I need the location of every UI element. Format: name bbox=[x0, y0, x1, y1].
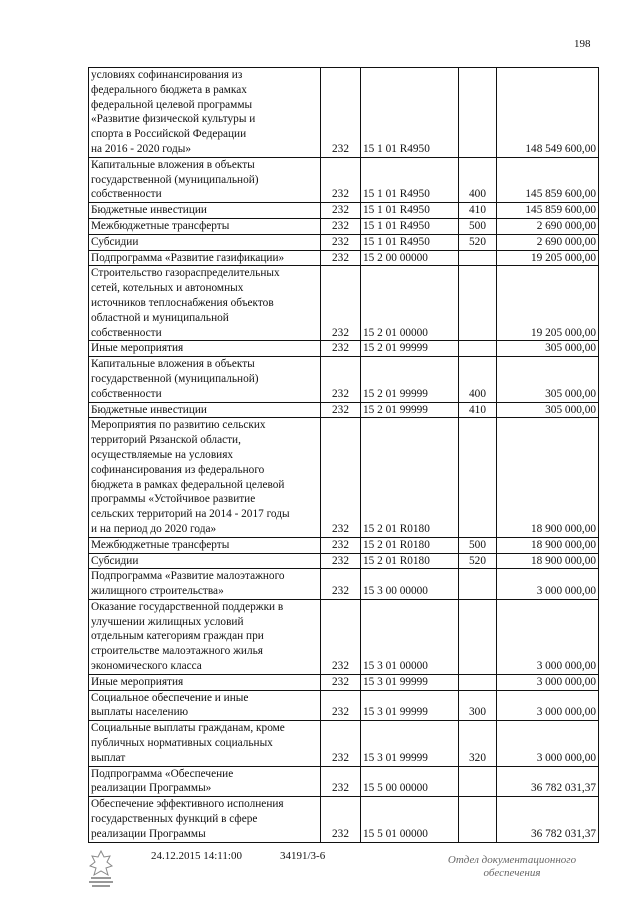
row-vr-cell: 300 bbox=[459, 690, 497, 721]
row-csr-cell: 15 2 01 99999 bbox=[361, 341, 459, 357]
row-name-cell: Субсидии bbox=[89, 553, 321, 569]
row-vr-cell bbox=[459, 766, 497, 797]
footer-doc-number: 34191/3-6 bbox=[280, 850, 326, 862]
row-ved-cell: 232 bbox=[321, 341, 361, 357]
row-ved-cell: 232 bbox=[321, 68, 361, 158]
row-name-cell: Иные мероприятия bbox=[89, 674, 321, 690]
table-row bbox=[89, 266, 599, 341]
row-sum-cell: 18 900 000,00 bbox=[497, 418, 599, 537]
row-sum-cell: 305 000,00 bbox=[497, 357, 599, 402]
row-csr-cell: 15 3 01 99999 bbox=[361, 721, 459, 766]
table-row bbox=[89, 599, 599, 674]
row-vr-cell bbox=[459, 569, 497, 600]
table-row bbox=[89, 569, 599, 600]
table-row bbox=[89, 157, 599, 202]
row-vr-cell bbox=[459, 266, 497, 341]
row-csr-cell: 15 3 01 99999 bbox=[361, 674, 459, 690]
row-sum-cell: 145 859 600,00 bbox=[497, 157, 599, 202]
row-name-cell: Субсидии bbox=[89, 234, 321, 250]
row-vr-cell: 400 bbox=[459, 157, 497, 202]
row-csr-cell: 15 2 01 R0180 bbox=[361, 553, 459, 569]
row-csr-cell: 15 2 01 R0180 bbox=[361, 537, 459, 553]
table-row bbox=[89, 68, 599, 158]
row-ved-cell: 232 bbox=[321, 797, 361, 842]
row-ved-cell: 232 bbox=[321, 690, 361, 721]
row-csr-cell: 15 1 01 R4950 bbox=[361, 68, 459, 158]
row-csr-cell: 15 1 01 R4950 bbox=[361, 234, 459, 250]
row-name-cell: Социальные выплаты гражданам, кроме публичных нормативных социальных выплат bbox=[89, 721, 321, 766]
row-ved-cell: 232 bbox=[321, 721, 361, 766]
row-ved-cell: 232 bbox=[321, 599, 361, 674]
row-vr-cell: 410 bbox=[459, 203, 497, 219]
row-sum-cell: 19 205 000,00 bbox=[497, 250, 599, 266]
row-name-cell: Обеспечение эффективного исполнения государственных функций в сфере реализации Программы bbox=[89, 797, 321, 842]
row-ved-cell: 232 bbox=[321, 569, 361, 600]
row-csr-cell: 15 1 01 R4950 bbox=[361, 203, 459, 219]
table-row bbox=[89, 674, 599, 690]
table-row bbox=[89, 203, 599, 219]
row-name-cell: Подпрограмма «Обеспечение реализации Программы» bbox=[89, 766, 321, 797]
table-row bbox=[89, 341, 599, 357]
row-sum-cell: 305 000,00 bbox=[497, 402, 599, 418]
row-name-cell: Бюджетные инвестиции bbox=[89, 402, 321, 418]
row-ved-cell: 232 bbox=[321, 250, 361, 266]
row-vr-cell: 520 bbox=[459, 553, 497, 569]
footer-datetime: 24.12.2015 14:11:00 bbox=[151, 850, 242, 862]
row-ved-cell: 232 bbox=[321, 218, 361, 234]
row-csr-cell: 15 1 01 R4950 bbox=[361, 218, 459, 234]
row-sum-cell: 3 000 000,00 bbox=[497, 674, 599, 690]
row-ved-cell: 232 bbox=[321, 157, 361, 202]
row-sum-cell: 18 900 000,00 bbox=[497, 537, 599, 553]
row-sum-cell: 2 690 000,00 bbox=[497, 218, 599, 234]
row-ved-cell: 232 bbox=[321, 203, 361, 219]
row-ved-cell: 232 bbox=[321, 766, 361, 797]
row-csr-cell: 15 5 01 00000 bbox=[361, 797, 459, 842]
row-sum-cell: 19 205 000,00 bbox=[497, 266, 599, 341]
row-sum-cell: 3 000 000,00 bbox=[497, 721, 599, 766]
row-sum-cell: 148 549 600,00 bbox=[497, 68, 599, 158]
row-csr-cell: 15 2 01 00000 bbox=[361, 266, 459, 341]
row-name-cell: Оказание государственной поддержки в улучшении жилищных условий отдельным категориям граждан при строительстве малоэтажного жилья экономического класса bbox=[89, 599, 321, 674]
row-sum-cell: 305 000,00 bbox=[497, 341, 599, 357]
row-name-cell: Подпрограмма «Развитие малоэтажного жилищного строительства» bbox=[89, 569, 321, 600]
row-name-cell: условиях софинансирования из федерального бюджета в рамках федеральной целевой программы «Развитие физической культуры и спорта в Российской Федерации на 2016 - 2020 годы» bbox=[89, 68, 321, 158]
page-number: 198 bbox=[574, 38, 591, 50]
row-csr-cell: 15 5 00 00000 bbox=[361, 766, 459, 797]
row-ved-cell: 232 bbox=[321, 266, 361, 341]
row-vr-cell: 520 bbox=[459, 234, 497, 250]
row-vr-cell bbox=[459, 68, 497, 158]
row-ved-cell: 232 bbox=[321, 674, 361, 690]
row-vr-cell bbox=[459, 599, 497, 674]
row-ved-cell: 232 bbox=[321, 402, 361, 418]
row-csr-cell: 15 3 01 99999 bbox=[361, 690, 459, 721]
row-sum-cell: 3 000 000,00 bbox=[497, 690, 599, 721]
emblem-seal-icon bbox=[86, 848, 116, 888]
table-row bbox=[89, 690, 599, 721]
row-name-cell: Строительство газораспределительных сетей, котельных и автономных источников теплоснабжения объектов областной и муниципальной собственности bbox=[89, 266, 321, 341]
row-ved-cell: 232 bbox=[321, 418, 361, 537]
row-csr-cell: 15 2 01 99999 bbox=[361, 357, 459, 402]
row-vr-cell: 410 bbox=[459, 402, 497, 418]
row-csr-cell: 15 2 01 R0180 bbox=[361, 418, 459, 537]
row-csr-cell: 15 2 01 99999 bbox=[361, 402, 459, 418]
row-csr-cell: 15 3 00 00000 bbox=[361, 569, 459, 600]
table-row bbox=[89, 797, 599, 842]
table-row bbox=[89, 537, 599, 553]
row-vr-cell: 400 bbox=[459, 357, 497, 402]
table-row bbox=[89, 234, 599, 250]
row-name-cell: Капитальные вложения в объекты государственной (муниципальной) собственности bbox=[89, 157, 321, 202]
row-name-cell: Бюджетные инвестиции bbox=[89, 203, 321, 219]
table-row bbox=[89, 357, 599, 402]
row-vr-cell: 320 bbox=[459, 721, 497, 766]
table-row bbox=[89, 218, 599, 234]
table-row bbox=[89, 721, 599, 766]
row-vr-cell bbox=[459, 418, 497, 537]
row-ved-cell: 232 bbox=[321, 553, 361, 569]
row-vr-cell bbox=[459, 674, 497, 690]
row-vr-cell bbox=[459, 341, 497, 357]
row-sum-cell: 3 000 000,00 bbox=[497, 599, 599, 674]
table-row bbox=[89, 418, 599, 537]
row-sum-cell: 36 782 031,37 bbox=[497, 766, 599, 797]
row-vr-cell bbox=[459, 250, 497, 266]
row-name-cell: Иные мероприятия bbox=[89, 341, 321, 357]
row-vr-cell: 500 bbox=[459, 537, 497, 553]
row-csr-cell: 15 3 01 00000 bbox=[361, 599, 459, 674]
department-stamp: Отдел документационного обеспечения bbox=[447, 854, 577, 879]
row-name-cell: Мероприятия по развитию сельских территорий Рязанской области, осуществляемые на условиях софинансирования из федерального бюджета в рамках федеральной целевой программы «Устойчивое развитие сельских территорий на 2014 - 2017 годы и на период до 2020 года» bbox=[89, 418, 321, 537]
row-sum-cell: 145 859 600,00 bbox=[497, 203, 599, 219]
row-sum-cell: 2 690 000,00 bbox=[497, 234, 599, 250]
row-ved-cell: 232 bbox=[321, 537, 361, 553]
row-name-cell: Межбюджетные трансферты bbox=[89, 218, 321, 234]
table-row bbox=[89, 553, 599, 569]
row-name-cell: Межбюджетные трансферты bbox=[89, 537, 321, 553]
row-sum-cell: 36 782 031,37 bbox=[497, 797, 599, 842]
row-name-cell: Капитальные вложения в объекты государственной (муниципальной) собственности bbox=[89, 357, 321, 402]
row-ved-cell: 232 bbox=[321, 357, 361, 402]
row-csr-cell: 15 2 00 00000 bbox=[361, 250, 459, 266]
table-row bbox=[89, 402, 599, 418]
budget-table bbox=[88, 67, 599, 843]
budget-table-body bbox=[89, 68, 599, 843]
row-csr-cell: 15 1 01 R4950 bbox=[361, 157, 459, 202]
row-name-cell: Социальное обеспечение и иные выплаты населению bbox=[89, 690, 321, 721]
row-sum-cell: 3 000 000,00 bbox=[497, 569, 599, 600]
row-sum-cell: 18 900 000,00 bbox=[497, 553, 599, 569]
table-row bbox=[89, 766, 599, 797]
row-vr-cell bbox=[459, 797, 497, 842]
row-vr-cell: 500 bbox=[459, 218, 497, 234]
row-ved-cell: 232 bbox=[321, 234, 361, 250]
table-row bbox=[89, 250, 599, 266]
row-name-cell: Подпрограмма «Развитие газификации» bbox=[89, 250, 321, 266]
